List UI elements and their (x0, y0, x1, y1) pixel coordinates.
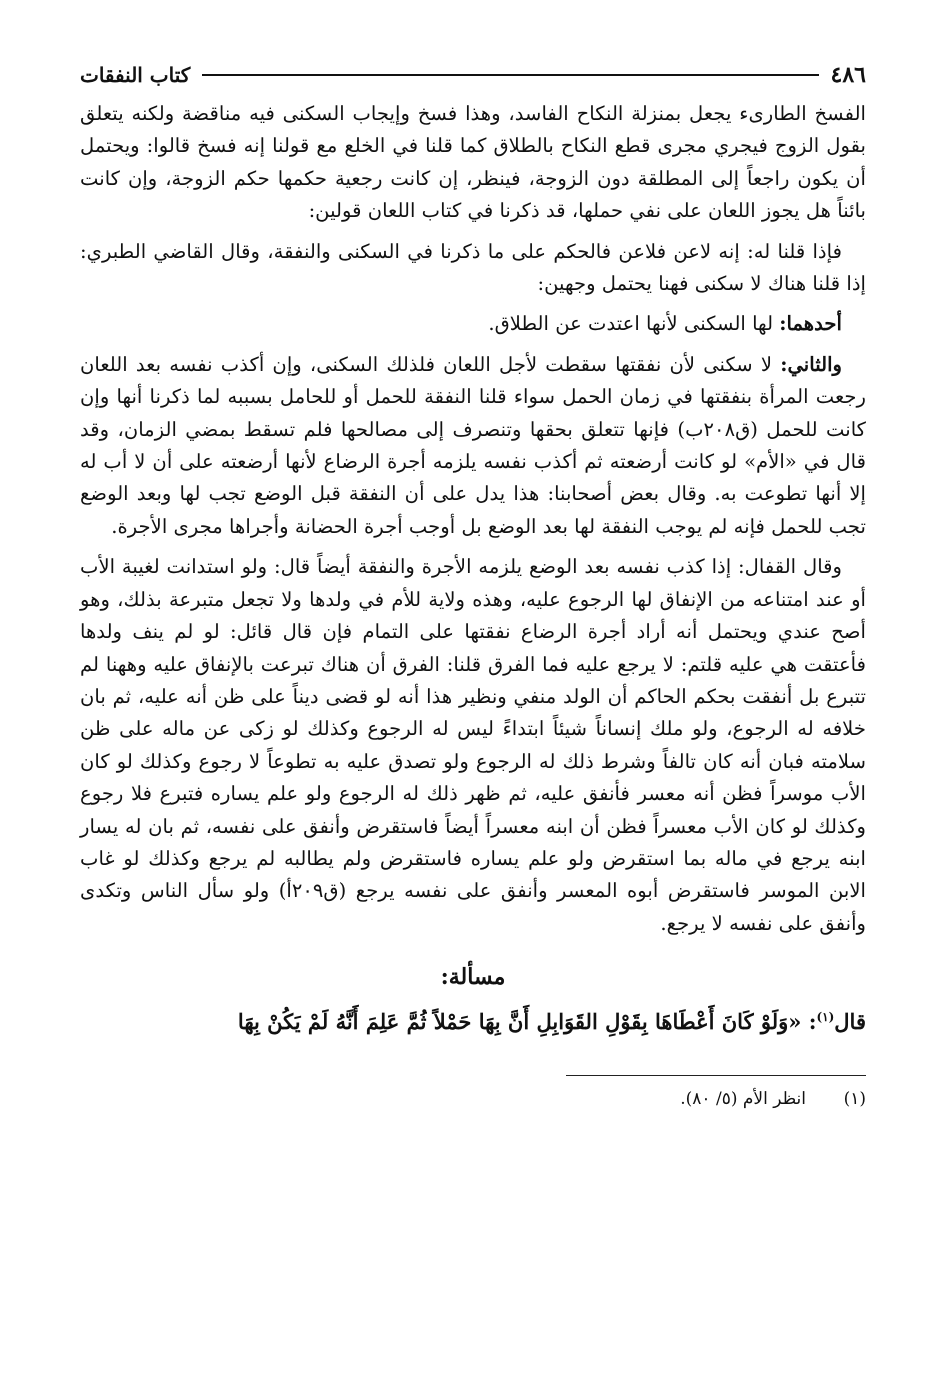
footnote-number: (١) (843, 1089, 866, 1110)
paragraph-4 (80, 349, 866, 543)
footnote-rule (566, 1075, 866, 1076)
paragraph-gap (80, 300, 866, 308)
first-view-text: لها السكنى لأنها اعتدت عن الطلاق. (488, 312, 780, 336)
first-view-label: أحدهما: (779, 312, 842, 336)
header-rule (202, 74, 818, 76)
quoted-text: : «وَلَوْ كَانَ أَعْطَاهَا بِقَوْلِ القَوَابِلِ أَنَّ بِهَا حَمْلاً ثُمَّ عَلِمَ أَنَّهُ لَمْ يَكُنْ بِهَا (237, 1009, 817, 1035)
main-text (80, 98, 866, 940)
paragraph-5: وقال القفال: إذا كذب نفسه بعد الوضع يلزمه الأجرة والنفقة أيضاً قال: ولو استدانت لغيبة الأب أو عند امتناعه من الإنفاق لها الرجوع عليه، وهذه ولاية للأم في ولدها ولا تجعل متبرعة بذلك، وهو أصح عندي ويحتمل أنه أراد أجرة الرضاع نفقتها على التمام فإن قال قائل: لو لم ينف ولدها فأعتقت هي عليه قلتم: لا يرجع عليه فما الفرق قلنا: الفرق أن هناك تبرعت بالإنفاق عليه وههنا لم تتبرع بل أنفقت بحكم الحاكم أن الولد منفي ونظير هذا أنه لو قضى ديناً على ظن أنه عليه، ثم بان خلافه له الرجوع، ولو ملك إنساناً شيئاً ابتداءً ليس له الرجوع وكذلك لو زكى عن ماله على ظن سلامته فبان أنه كان تالفاً وشرط ذلك له الرجوع ولو تصدق عليه به تطوعاً لا رجوع وكذلك لو كان الأب موسراً فظن أنه معسر فأنفق عليه، ثم ظهر ذلك له الرجوع ولو علم يساره فتبرع فلا رجوع وكذلك لو كان الأب معسراً فظن أن ابنه معسراً أيضاً فاستقرض وأنفق على نفسه، ثم بان له يسار ابنه يرجع في ماله بما استقرض ولو علم يساره فاستقرض ولم يطالبه لم يرجع وكذلك لو غاب الابن الموسر فاستقرض أبوه المعسر وأنفق على نفسه يرجع (ق٢٠٩أ) ولو سأل الناس وتكدى وأنفق على نفسه لا يرجع. (80, 555, 866, 935)
quoted-text-line (80, 998, 866, 1041)
footnote (80, 1086, 866, 1112)
paragraph-gap (80, 543, 866, 551)
paragraph-2: فإذا قلنا له: إنه لاعن فلاعن فالحكم على ما ذكرنا في السكنى والنفقة، وقال القاضي الطبري: إذا قلنا هناك لا سكنى فهنا يحتمل وجهين: (80, 239, 866, 296)
page-header (80, 58, 866, 92)
paragraph-gap (80, 341, 866, 349)
paragraph-gap (80, 228, 866, 236)
book-page (80, 58, 866, 1112)
second-view-text: لا سكنى لأن نفقتها سقطت لأجل اللعان فلذلك السكنى، وإن أكذب نفسه بعد اللعان رجعت المرأة بنفقتها في زمان الحمل سواء قلنا النفقة للحمل أو للحامل بسببه لما ذكرنا أنها وإن كانت للحمل (ق٢٠٨ب) فإنها تتعلق بحقها وتنصرف إلى مصالحها فلم تسقط بمضي الزمان، وقد قال في «الأم» لو كانت أرضعته ثم أكذب نفسه يلزمه أجرة الرضاع لأنها أرضعته على أن لا أب له إلا أنها تطوعت به. وقال بعض أصحابنا: هذا يدل على أن النفقة قبل الوضع تجب لها وبعد الوضع تجب للحمل فإنه لم يوجب النفقة لها بعد الوضع بل أوجب أجرة الحضانة وأجراها مجرى الأجرة. (80, 352, 866, 538)
paragraph-1: الفسخ الطارىء يجعل بمنزلة النكاح الفاسد، وهذا فسخ وإيجاب السكنى فيه مناقضة ولكنه يتعلق بقول الزوج فيجري مجرى قطع النكاح بالطلاق كما قلنا في الخلع مع قولنا إنه فسخ قالوا: ويحتمل أن يكون راجعاً إلى المطلقة دون الزوجة، فينظر، إن كانت رجعية حكمها حكم الزوجة، وإن كانت بائناً هل يجوز اللعان على نفي حملها، قد ذكرنا في كتاب اللعان قولين: (80, 102, 866, 223)
section-heading: مسألة: (440, 964, 506, 991)
said-label: قال (834, 1009, 866, 1035)
footnote-marker: (١) (816, 1010, 835, 1025)
second-view-label: والثاني: (780, 352, 842, 376)
page-number: ٤٨٦ (830, 62, 866, 88)
footnote-text: انظر الأم (٥/ ٨٠). (680, 1089, 806, 1110)
book-title: كتاب النفقات (80, 63, 191, 87)
paragraph-3 (80, 308, 866, 340)
